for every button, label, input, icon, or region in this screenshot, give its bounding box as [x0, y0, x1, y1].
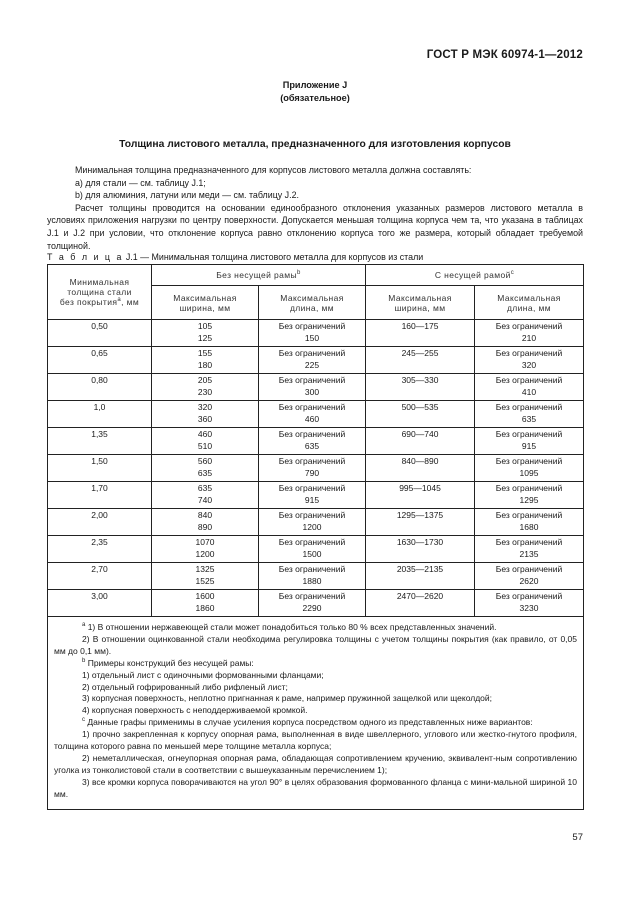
table-row: 0,50 105 125 Без ограничений 150 160—175 Без ограничений 210: [48, 320, 584, 347]
note-c1: 1) прочно закрепленная к корпусу опорная рама, выполненная в виде швеллерного, углового или жестко-гнутого профиля, толщина которого равна по меньшей мере толщине металла корпуса;: [54, 729, 577, 752]
note-b3: 3) корпусная поверхность, неплотно пригнанная к раме, например пружинной защелкой или щеколдой;: [82, 693, 492, 704]
table-row: 3,00 1600 1860 Без ограничений 2290 2470—2620 Без ограничений 3230: [48, 590, 584, 617]
table-row: 2,35 1070 1200 Без ограничений 1500 1630—1730 Без ограничений 2135: [48, 536, 584, 563]
table-caption: [47, 252, 423, 262]
table-row: 2,70 1325 1525 Без ограничений 1880 2035—2135 Без ограничений 2620: [48, 563, 584, 590]
header-with-frame: С несущей рамой$^c$: [366, 265, 584, 286]
header-min-thickness-line3: без покрытия: [59, 297, 118, 307]
table-row: 1,70 635 740 Без ограничений 915 995—1045 Без ограничений 1295: [48, 482, 584, 509]
table-row: 0,80 205 230 Без ограничений 300 305—330 Без ограничений 410: [48, 374, 584, 401]
table-row: 2,00 840 890 Без ограничений 1200 1295—1375 Без ограничений 1680: [48, 509, 584, 536]
intro-item-a: а) для стали — см. таблицу J.1;: [75, 177, 206, 188]
note-b1: 1) отдельный лист с одиночными формованными фланцами;: [82, 669, 324, 680]
intro-text: [47, 164, 583, 252]
header-without-frame: Без несущей рамы$^b$: [152, 265, 366, 286]
table-row: 0,65 155 180 Без ограничений 225 245—255 Без ограничений 320: [48, 347, 584, 374]
page-number: 57: [572, 832, 583, 843]
table-caption-text: J.1 — Минимальная толщина листового металла для корпусов из стали: [123, 252, 424, 262]
steel-thickness-table: [47, 264, 584, 810]
intro-paragraph-calc: Расчет толщины проводится на основании единообразного отклонения указанных размеров листового металла в условиях приложения нагрузки по центру поверхности. Допускается меньшая толщина корпуса чем та, что указана в таблицах J.1 и J.2 при условии, что отклонение корпуса равно отклонению корпуса того же размера, который обладает требуемой толщиной.: [47, 202, 583, 251]
header-max-width-2: Максимальная ширина, мм: [366, 286, 475, 320]
intro-paragraph: Минимальная толщина предназначенного для корпусов листового металла должна составлять:: [75, 165, 472, 175]
table-row: 1,0 320 360 Без ограничений 460 500—535 Без ограничений 635: [48, 401, 584, 428]
note-c2: 2) неметаллическая, огнеупорная опорная рама, обладающая сопротивлением кручению, эквивалент-ным сопротивлению уголка из тонколистовой стали в соответствии с вышеуказанным перечислением 1);: [54, 752, 577, 775]
table-row: 1,35 460 510 Без ограничений 635 690—740 Без ограничений 915: [48, 428, 584, 455]
footnote-mark-b: b: [297, 270, 301, 277]
intro-item-b: b) для алюминия, латуни или меди — см. таблицу J.2.: [75, 190, 299, 201]
note-b2: 2) отдельный гофрированный либо рифленый лист;: [82, 681, 288, 692]
note-b4: 4) корпусная поверхность с неподдерживаемой кромкой.: [82, 705, 308, 716]
table-notes: [48, 617, 584, 810]
header-min-thickness: [48, 265, 152, 320]
section-title: Толщина листового металла, предназначенного для изготовления корпусов: [119, 139, 511, 150]
appendix-title: Приложение J: [282, 80, 348, 90]
note-c3: 3) все кромки корпуса поворачиваются на угол 90° в целях образования формованного фланца с мини-мальной шириной 10 мм.: [54, 776, 577, 799]
appendix-status: (обязательное): [280, 93, 350, 103]
header-min-thickness-line2: толщина стали: [67, 287, 132, 297]
note-a1: $^a$ 1) В отношении нержавеющей стали может понадобиться только 80 % всех представленных значений.: [82, 622, 497, 632]
table-notes-row: [48, 617, 584, 810]
header-min-thickness-line1: Минимальная: [69, 277, 130, 287]
header-max-length-2: Максимальная длина, мм: [475, 286, 584, 320]
note-c0: $^c$ Данные графы применимы в случае усиления корпуса посредством одного из представленных ниже вариантов:: [82, 717, 533, 728]
header-max-width-1: Максимальная ширина, мм: [152, 286, 259, 320]
table-row: 1,50 560 635 Без ограничений 790 840—890 Без ограничений 1095: [48, 455, 584, 482]
note-a2: 2) В отношении оцинкованной стали необходима регулировка толщины с учетом толщины покрытия (как правило, от 0,05 мм до 0,1 мм).: [54, 633, 577, 656]
note-b0: $^b$ Примеры конструкций без несущей рамы:: [82, 657, 254, 668]
footnote-mark-a: a: [117, 297, 122, 304]
header-min-thickness-unit: , мм: [121, 297, 140, 307]
standard-header: ГОСТ Р МЭК 60974-1—2012: [426, 49, 583, 61]
footnote-mark-c: c: [510, 270, 515, 277]
header-max-length-1: Максимальная длина, мм: [259, 286, 366, 320]
table-caption-prefix: Т а б л и ц а: [47, 252, 124, 262]
table-body: [48, 320, 584, 810]
